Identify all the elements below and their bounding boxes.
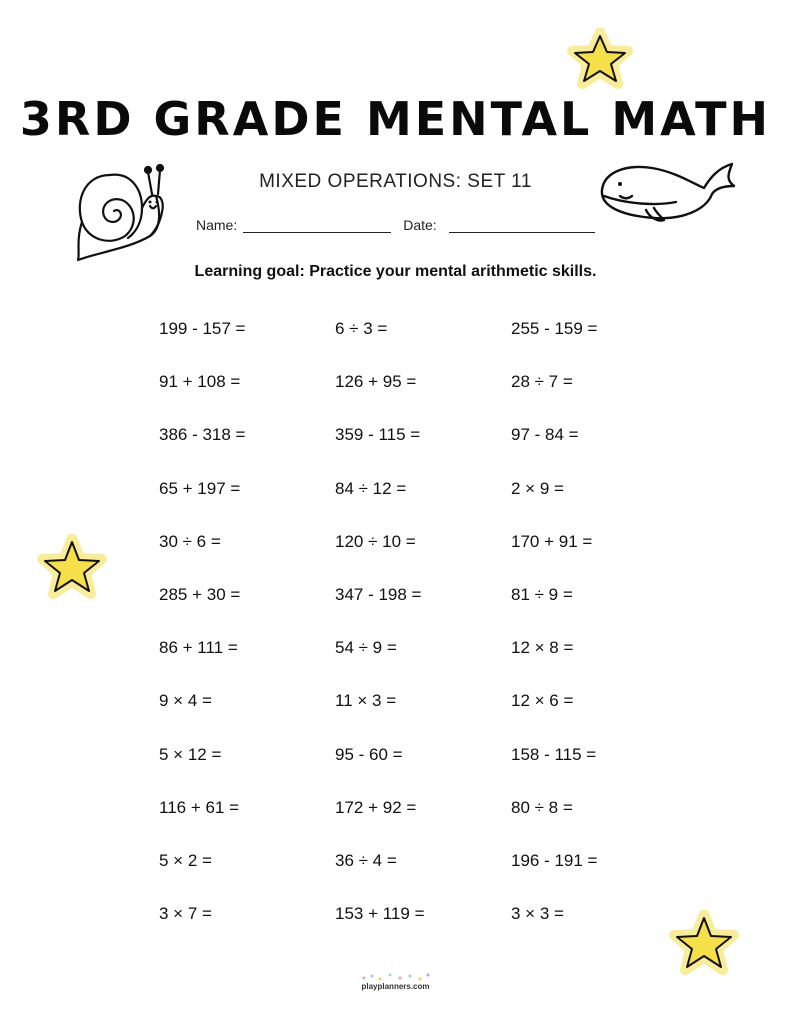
worksheet-subtitle: MIXED OPERATIONS: SET 11 (259, 171, 532, 192)
problem: 30 ÷ 6 = (159, 531, 221, 551)
star-icon (565, 28, 635, 90)
problem: 347 - 198 = (335, 584, 422, 604)
footer-site-link[interactable]: playplanners.com (361, 982, 430, 991)
learning-goal: Learning goal: Practice your mental arithmetic skills. (194, 263, 597, 280)
problem: 95 - 60 = (335, 744, 403, 764)
problem: 86 + 111 = (159, 638, 238, 658)
problem: 116 + 61 = (159, 797, 240, 817)
name-label: Name: (196, 217, 238, 233)
problem: 126 + 95 = (335, 372, 417, 392)
problem: 54 ÷ 9 = (335, 638, 397, 658)
problem: 172 + 92 = (335, 797, 417, 817)
problem: 5 × 2 = (159, 850, 212, 870)
problem: 2 × 9 = (511, 478, 564, 498)
problem-grid (159, 319, 687, 957)
problem: 9 × 4 = (159, 691, 212, 711)
problem: 3 × 7 = (159, 904, 212, 924)
problem: 97 - 84 = (511, 425, 579, 445)
problem: 359 - 115 = (335, 425, 421, 445)
problem: 285 + 30 = (159, 584, 241, 604)
problem: 65 + 197 = (159, 478, 241, 498)
problem: 170 + 91 = (511, 531, 593, 551)
problem: 81 ÷ 9 = (511, 584, 573, 604)
problem: 36 ÷ 4 = (335, 850, 397, 870)
page-title: 3RD GRADE MENTAL MATH (19, 92, 772, 146)
problem: 5 × 12 = (159, 744, 222, 764)
problem: 12 × 8 = (511, 638, 574, 658)
star-icon (36, 534, 108, 600)
problem: 3 × 3 = (511, 904, 564, 924)
problem: 120 ÷ 10 = (335, 531, 416, 551)
date-field[interactable] (449, 218, 595, 233)
problem: 158 - 115 = (511, 744, 597, 764)
problem: 196 - 191 = (511, 850, 598, 870)
date-label: Date: (403, 217, 437, 233)
problem: 28 ÷ 7 = (511, 372, 573, 392)
problem: 386 - 318 = (159, 425, 246, 445)
name-field[interactable] (243, 218, 391, 233)
name-date-row (196, 217, 595, 233)
whale-icon (596, 158, 741, 230)
problem: 199 - 157 = (159, 319, 246, 338)
problem: 153 + 119 = (335, 904, 425, 924)
problem: 12 × 6 = (511, 691, 574, 711)
problem: 6 ÷ 3 = (335, 319, 388, 338)
problem: 91 + 108 = (159, 372, 241, 392)
problem: 11 × 3 = (335, 691, 397, 711)
problem: 80 ÷ 8 = (511, 797, 573, 817)
problem: 84 ÷ 12 = (335, 478, 407, 498)
problem: 255 - 159 = (511, 319, 598, 338)
